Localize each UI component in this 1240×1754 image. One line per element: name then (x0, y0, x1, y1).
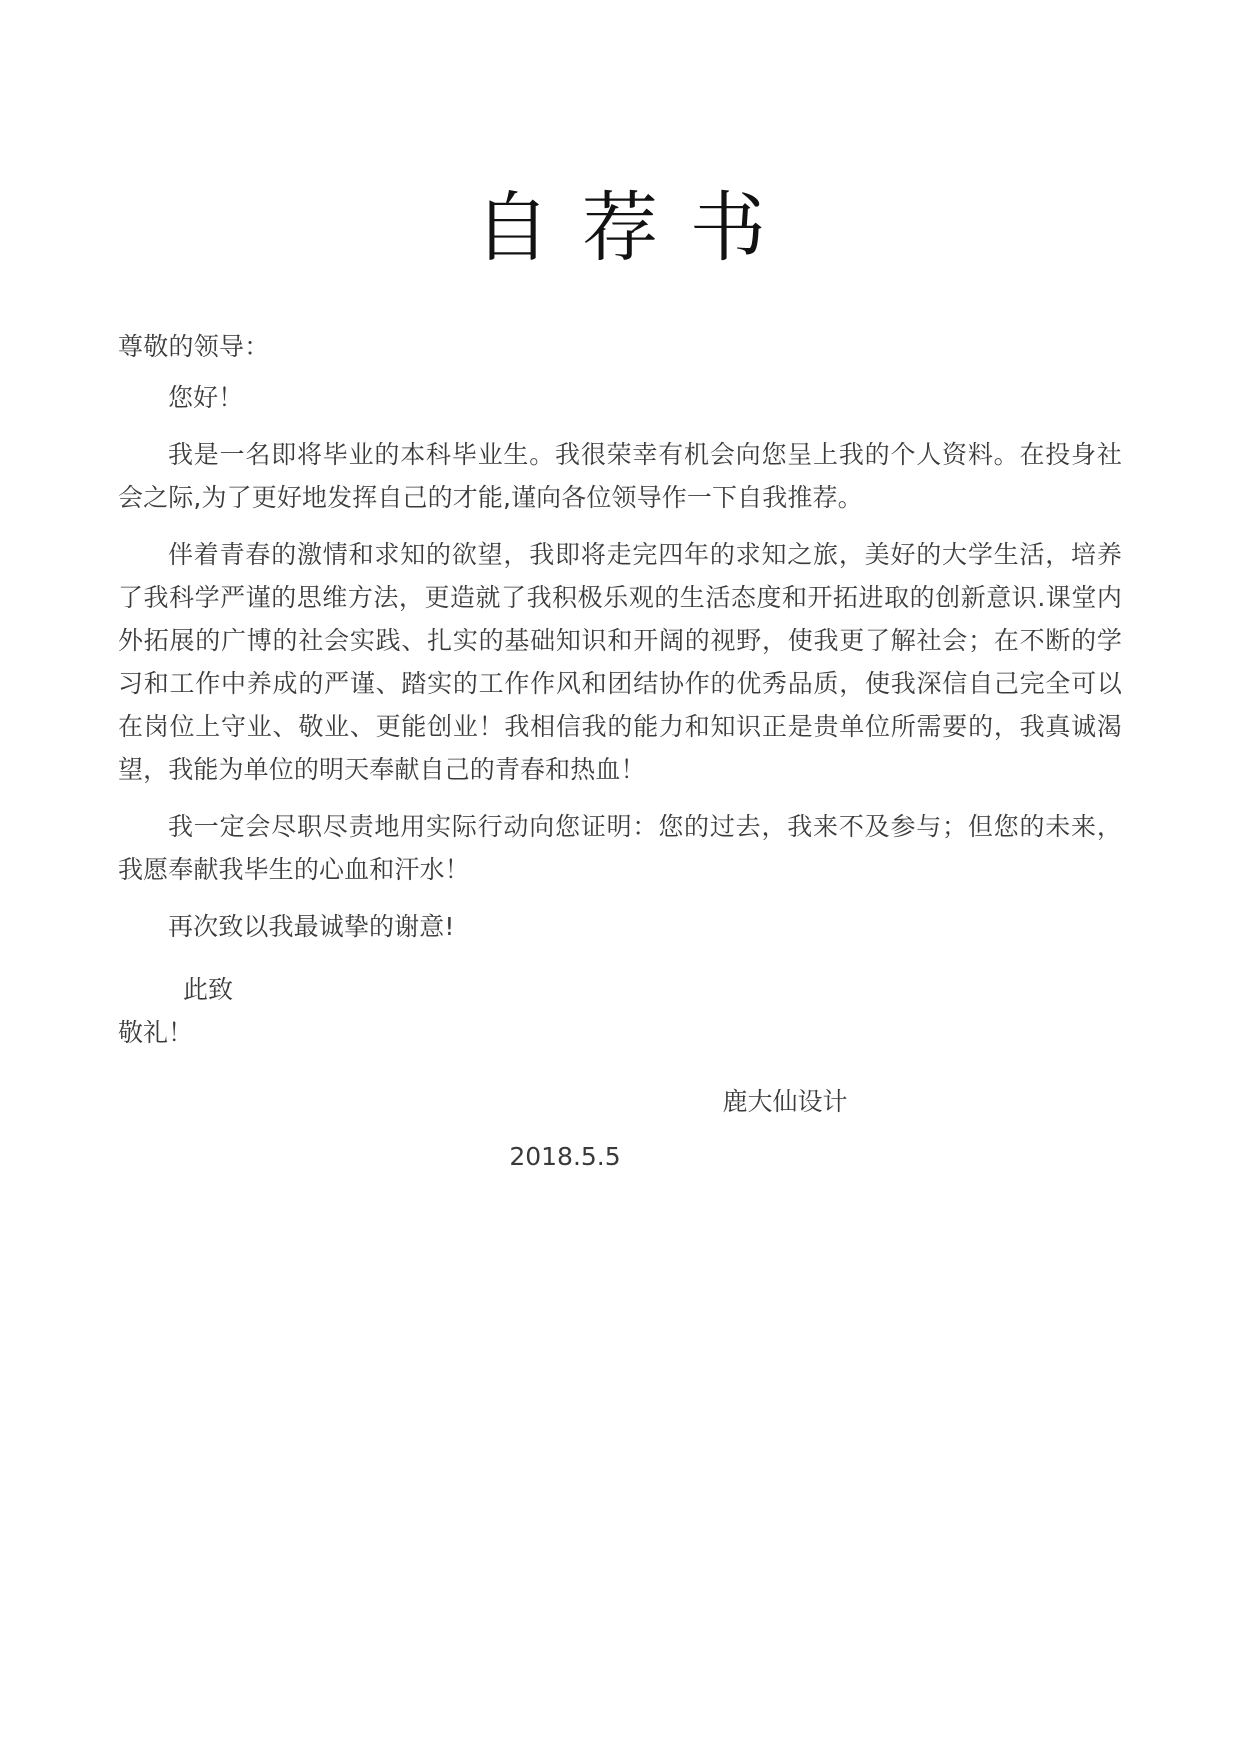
paragraph-3: 我一定会尽职尽责地用实际行动向您证明：您的过去，我来不及参与；但您的未来，我愿奉献我毕生的心血和汗水！ (118, 811, 1122, 884)
date: 2018.5.5 (509, 1141, 621, 1171)
spacer (118, 419, 1122, 433)
spacer (118, 791, 1122, 805)
spacer (118, 891, 1122, 905)
document-body (118, 0, 1122, 1178)
closing-jingli: 敬礼！ (118, 1017, 194, 1047)
greeting: 您好！ (168, 382, 244, 412)
spacer (118, 359, 1122, 376)
signature: 鹿大仙设计 (722, 1086, 848, 1116)
paragraph-4: 再次致以我最诚挚的谢意! (168, 911, 455, 941)
spacer (118, 519, 1122, 533)
spacer (118, 948, 1122, 968)
paragraph-1: 我是一名即将毕业的本科毕业生。我很荣幸有机会向您呈上我的个人资料。在投身社会之际,为了更好地发挥自己的才能,谨向各位领导作一下自我推荐。 (118, 439, 1122, 512)
closing-cizhi: 此致 (183, 974, 234, 1004)
paragraph-2: 伴着青春的激情和求知的欲望，我即将走完四年的求知之旅，美好的大学生活，培养了我科学严谨的思维方法，更造就了我积极乐观的生活态度和开拓进取的创新意识.课堂内外拓展的广博的社会实践、扎实的基础知识和开阔的视野，使我更了解社会；在不断的学习和工作中养成的严谨、踏实的工作作风和团结协作的优秀品质，使我深信自己完全可以在岗位上守业、敬业、更能创业！我相信我的能力和知识正是贵单位所需要的，我真诚渴望，我能为单位的明天奉献自己的青春和热血！ (118, 539, 1122, 784)
salutation: 尊敬的领导： (118, 331, 270, 361)
page-title: 自荐书 (474, 183, 798, 272)
